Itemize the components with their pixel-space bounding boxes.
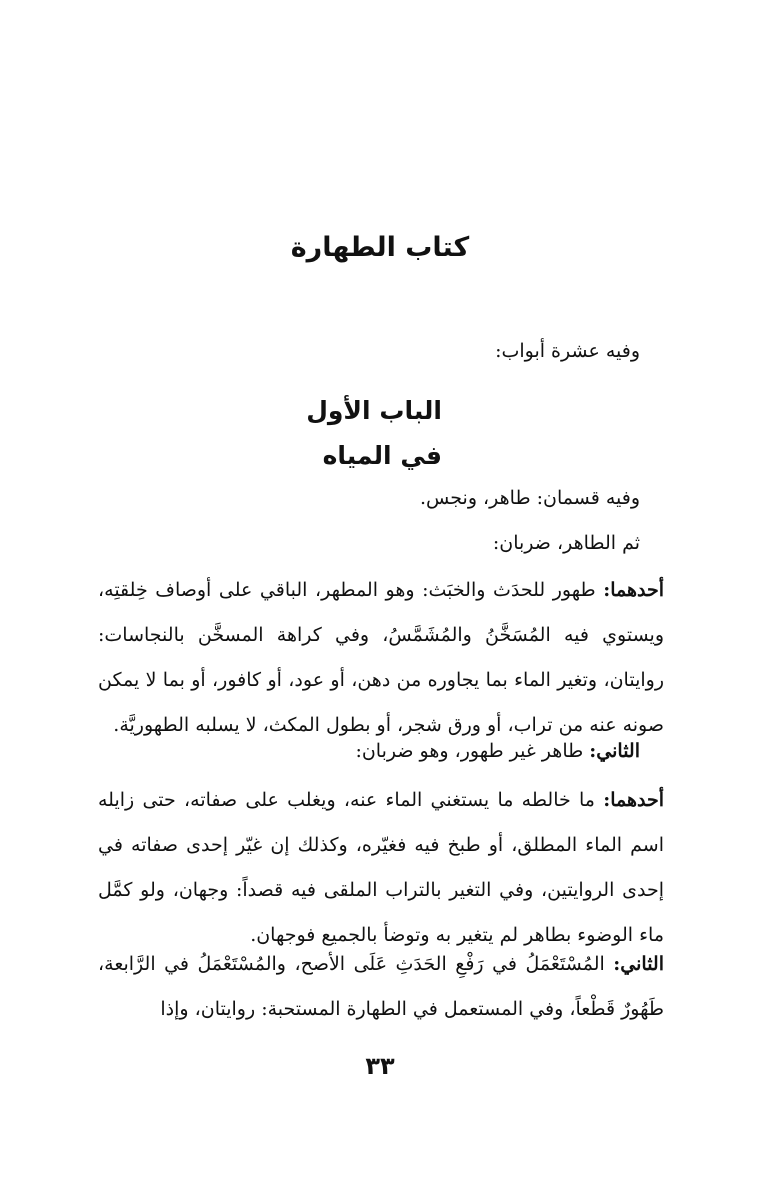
paragraph-text: المُسْتَعْمَلُ في رَفْعِ الحَدَثِ عَلَى الأصح، والمُسْتَعْمَلُ في الرَّابعة، طَهُورٌ قَطْعاً، وفي المستعمل في الطهارة المستحبة: روايتان، وإذا [98, 953, 664, 1020]
page-number: ٣٣ [365, 1052, 395, 1080]
paragraph-mixed-water [98, 778, 664, 958]
paragraph-first-type [98, 568, 664, 748]
chapter-subheading: في المياه [322, 441, 442, 470]
paragraph-lead: الثاني: [613, 953, 664, 975]
paragraph-text: طهور للحدَث والخبَث: وهو المطهر، الباقي على أوصاف خِلقتِه، ويستوي فيه المُسَخَّنُ والمُشَمَّسُ، وفي كراهة المسخَّن بالنجاسات: روايتان، وتغير الماء بما يجاوره من دهن، أو عود، أو كافور، أو بما لا يمكن صونه عنه من تراب، أو ورق شجر، أو بطول المكث، لا يسلبه الطهوريَّة. [98, 579, 664, 736]
paragraph-used-water [98, 942, 664, 1032]
second-type-line [355, 740, 640, 762]
book-title: كتاب الطهارة [290, 232, 470, 263]
paragraph-lead: الثاني: [589, 740, 640, 762]
paragraph-lead: أحدهما: [603, 579, 664, 601]
pure-types-line: ثم الطاهر، ضربان: [492, 532, 640, 554]
chapter-heading: الباب الأول [306, 396, 442, 425]
paragraph-text: ما خالطه ما يستغني الماء عنه، ويغلب على صفاته، حتى زايله اسم الماء المطلق، أو طبخ فيه فغيّره، وكذلك إن غيّر إحدى صفاته في إحدى الروايتين، وفي التغير بالتراب الملقى فيه قصداً: وجهان، ولو كمَّل ماء الوضوء بطاهر لم يتغير به وتوضأ بالجميع فوجهان. [98, 789, 664, 946]
intro-line: وفيه عشرة أبواب: [495, 340, 640, 362]
paragraph-text: طاهر غير طهور، وهو ضربان: [355, 740, 590, 762]
sections-line: وفيه قسمان: طاهر، ونجس. [420, 487, 640, 509]
paragraph-lead: أحدهما: [603, 789, 664, 811]
